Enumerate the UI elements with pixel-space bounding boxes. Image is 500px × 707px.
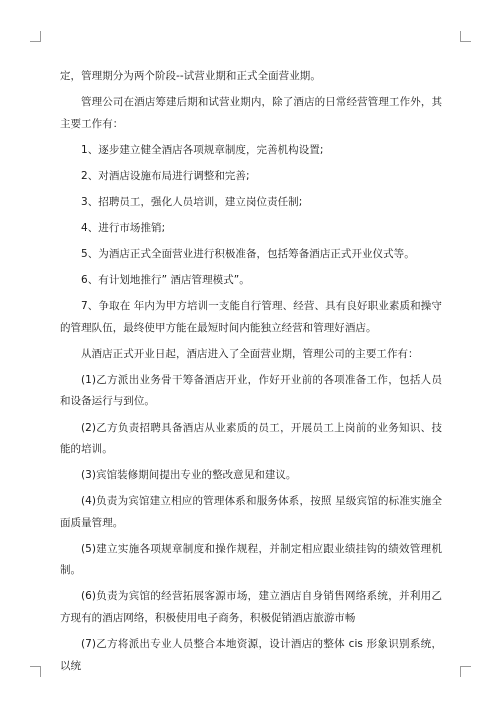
list-item: (4)负责为宾馆建立相应的管理体系和服务体系，按照 星级宾馆的标准实施全面质量管理。 <box>60 495 442 529</box>
list-item: 7、争取在 年内为甲方培训一支能自行管理、经营、具有良好职业素质和操守的管理队伍，最终使甲方能在最短时间内能独立经营和管理好酒店。 <box>60 300 442 334</box>
list-item: 4、进行市场推销; <box>81 221 166 234</box>
list-item: 6、有计划地推行” 酒店管理模式”。 <box>81 274 250 287</box>
crop-mark-bottom-left <box>30 666 41 677</box>
list-item: (1)乙方派出业务骨干筹备酒店开业，作好开业前的各项准备工作，包括人员和设备运行与到位。 <box>60 373 442 408</box>
paragraph: 管理公司在酒店筹建后期和试营业期内，除了酒店的日常经营管理工作外，其主要工作有： <box>60 96 442 130</box>
crop-mark-top-left <box>30 31 41 42</box>
list-item: (7)乙方将派出专业人员整合本地资源，设计酒店的整体 cis 形象识别系统，以统 <box>60 638 442 672</box>
list-item: 2、对酒店设施布局进行调整和完善; <box>81 169 250 182</box>
list-item: 5、为酒店正式全面营业进行积极准备，包括筹备酒店正式开业仪式等。 <box>81 248 415 261</box>
list-item: (3)宾馆装修期间提出专业的整改意见和建议。 <box>81 469 297 482</box>
list-item: 3、招聘员工，强化人员培训，建立岗位责任制; <box>81 195 303 208</box>
crop-mark-top-right <box>460 31 471 42</box>
paragraph: 从酒店正式开业日起，酒店进入了全面营业期，管理公司的主要工作有： <box>81 347 419 360</box>
list-item: (5)建立实施各项规章制度和操作规程，并制定相应跟业绩挂钩的绩效管理机制。 <box>60 542 442 577</box>
list-item: (6)负责为宾馆的经营拓展客源市场，建立酒店自身销售网络系统，并利用乙方现有的酒店网络，积极使用电子商务，积极促销酒店旅游市畅 <box>60 590 442 624</box>
crop-mark-bottom-right <box>460 666 471 677</box>
list-item: 1、逐步建立健全酒店各项规章制度，完善机构设置; <box>81 143 324 156</box>
paragraph: 定，管理期分为两个阶段--试营业期和正式全面营业期。 <box>60 70 321 82</box>
list-item: (2)乙方负责招聘具备酒店从业素质的员工，开展员工上岗前的业务知识、技能的培训。 <box>60 421 442 456</box>
document-body <box>60 66 442 682</box>
